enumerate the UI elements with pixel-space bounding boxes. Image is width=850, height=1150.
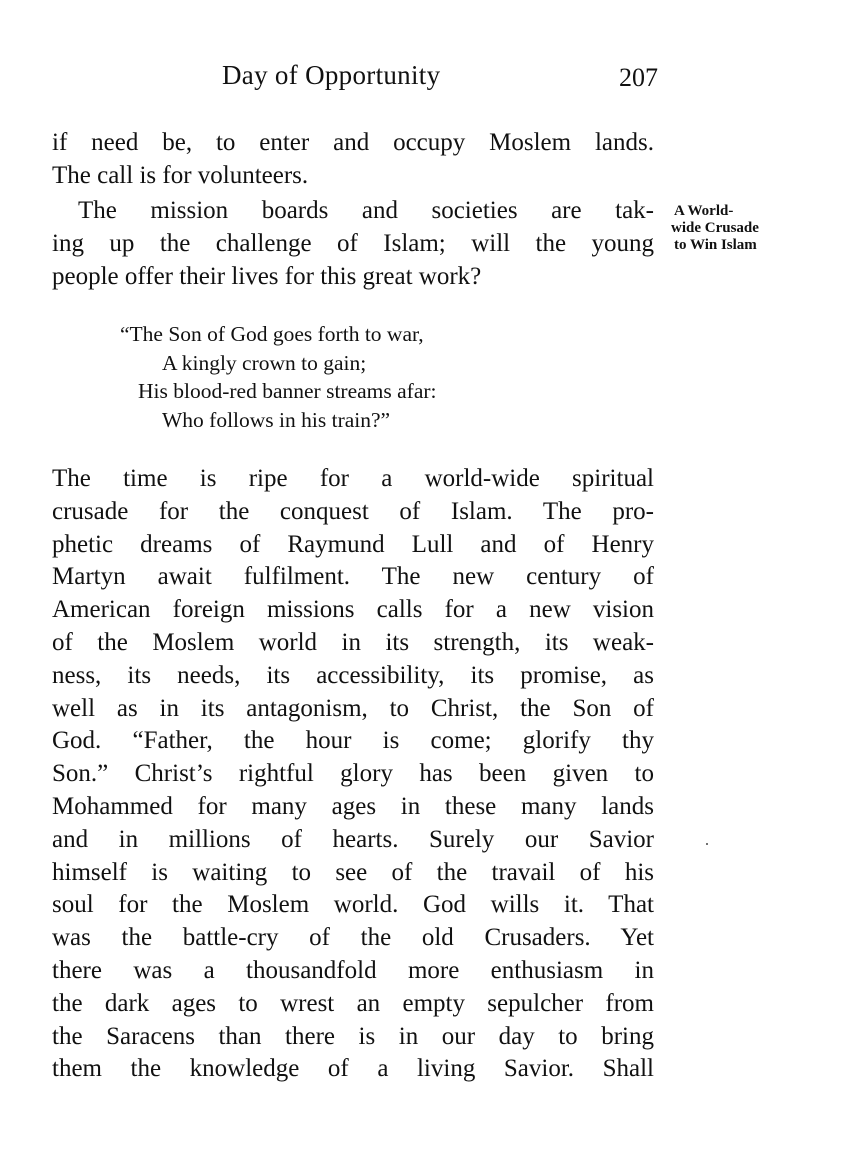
text-line: Son.” Christ’s rightful glory has been given to: [52, 760, 654, 788]
poem-line: “The Son of God goes forth to war,: [120, 322, 424, 346]
text-line: Mohammed for many ages in these many lands: [52, 792, 654, 820]
paragraph-crusade: [52, 463, 654, 1086]
text-line: of the Moslem world in its strength, its weak-: [52, 628, 654, 656]
text-line: American foreign missions calls for a new vision: [52, 596, 654, 624]
text-line: crusade for the conquest of Islam. The pro-: [52, 497, 654, 525]
text-line: Martyn await fulfilment. The new century of: [52, 563, 654, 591]
text-line: people offer their lives for this great work?: [52, 262, 482, 290]
margin-sidenote: [668, 203, 808, 254]
text-line: phetic dreams of Raymund Lull and of Henry: [52, 530, 654, 558]
sidenote-line: to Win Islam: [674, 237, 757, 253]
text-line: soul for the Moslem world. God wills it. That: [52, 891, 654, 919]
text-line: himself is waiting to see of the travail of his: [52, 858, 654, 886]
poem-line: His blood-red banner streams afar:: [138, 379, 437, 403]
text-line: ing up the challenge of Islam; will the young: [52, 229, 654, 257]
sidenote-line: A World-: [674, 203, 734, 219]
text-line: The mission boards and societies are tak-: [78, 197, 654, 224]
text-line: and in millions of hearts. Surely our Savior: [52, 825, 654, 853]
text-line: the dark ages to wrest an empty sepulcher from: [52, 989, 654, 1017]
page-number: 207: [619, 63, 658, 92]
poem-line: Who follows in his train?”: [162, 407, 391, 432]
text-line: The call is for volunteers.: [52, 161, 309, 189]
ink-speck: [706, 843, 708, 845]
text-line: The time is ripe for a world-wide spiritual: [52, 465, 654, 492]
text-line: the Saracens than there is in our day to bring: [52, 1022, 654, 1050]
text-line: well as in its antagonism, to Christ, the Son of: [52, 694, 654, 722]
paragraph-continued: [52, 127, 654, 193]
text-line: them the knowledge of a living Savior. Shall: [52, 1055, 654, 1083]
text-line: was the battle-cry of the old Crusaders. Yet: [52, 924, 654, 952]
text-line: God. “Father, the hour is come; glorify thy: [52, 727, 654, 755]
sidenote-line: wide Crusade: [671, 220, 759, 236]
text-line: if need be, to enter and occupy Moslem lands.: [52, 129, 654, 156]
hymn-quotation: [120, 320, 560, 434]
text-line: ness, its needs, its accessibility, its promise, as: [52, 661, 654, 689]
poem-line: A kingly crown to gain;: [162, 350, 367, 375]
running-head: [0, 60, 850, 100]
paragraph-challenge: [52, 195, 654, 293]
running-title: Day of Opportunity: [222, 60, 441, 90]
text-line: there was a thousandfold more enthusiasm in: [52, 956, 654, 984]
